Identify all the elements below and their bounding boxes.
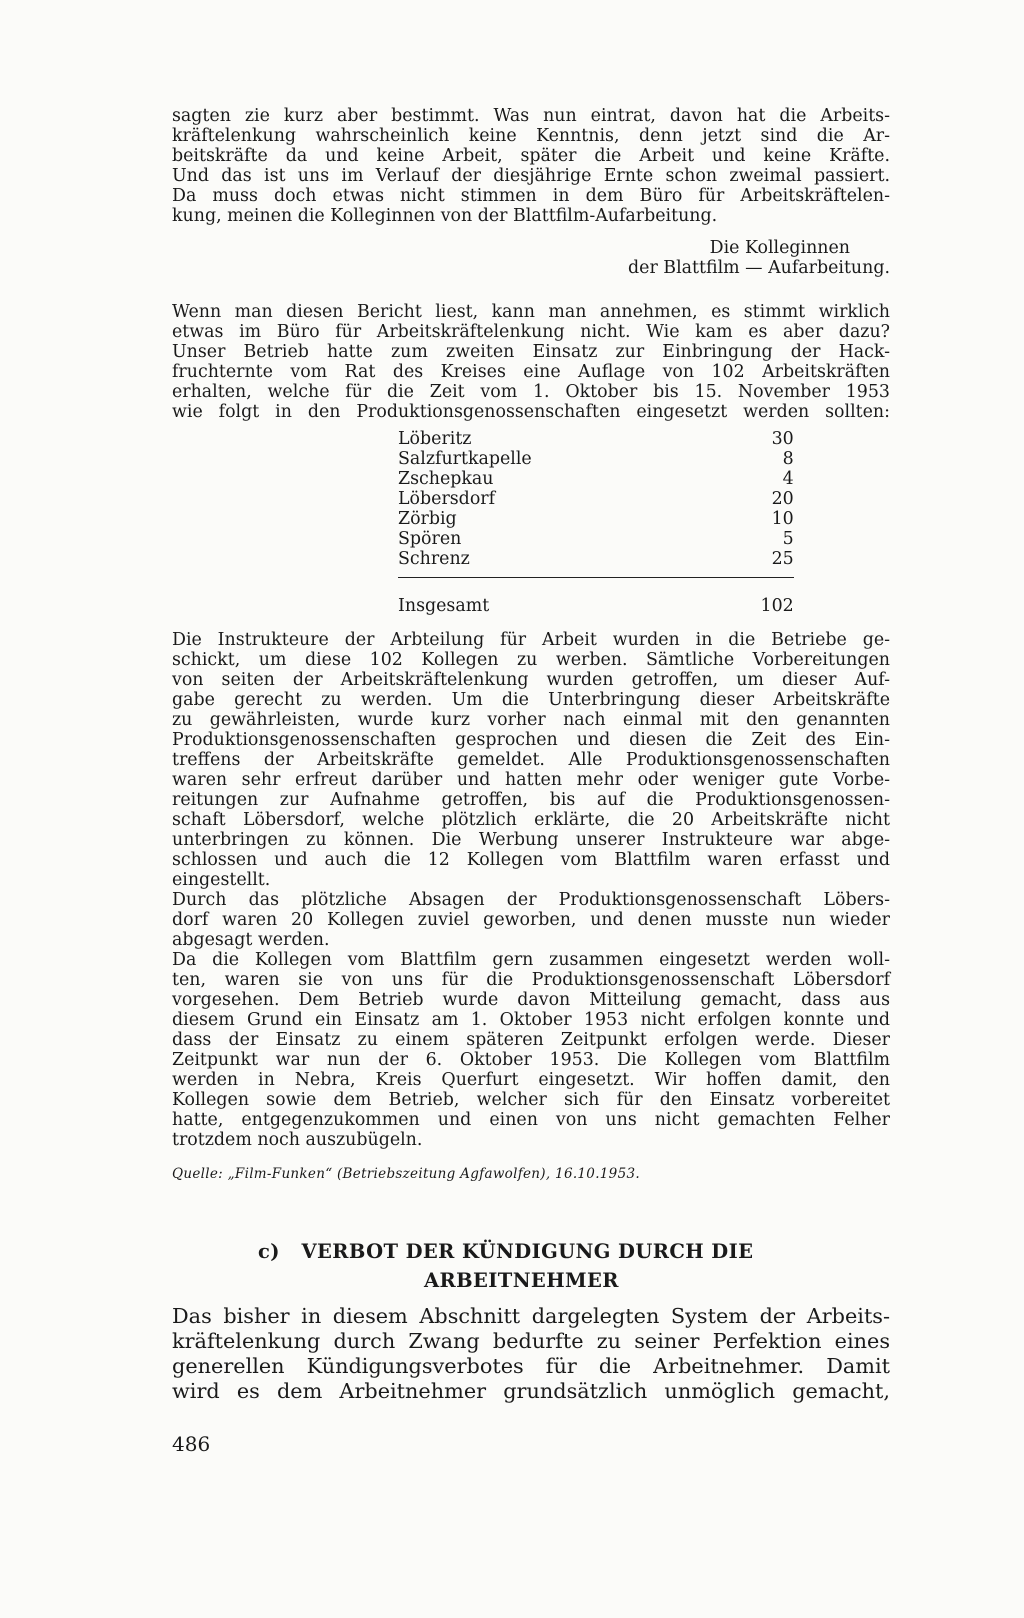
place-name: Löberitz: [398, 429, 472, 449]
worker-count: 25: [771, 549, 794, 569]
table-row: [398, 529, 794, 549]
page-number: 486: [172, 1432, 211, 1456]
table-row: [398, 489, 794, 509]
text-line: Und das ist uns im Verlauf der diesjährige Ernte schon zweimal passiert.: [172, 166, 890, 186]
text-line: werden in Nebra, Kreis Querfurt eingesetzt. Wir hoffen damit, den: [172, 1070, 890, 1090]
signature-line: der Blattfilm — Aufarbeitung.: [628, 258, 890, 278]
body-paragraph: [172, 630, 890, 1150]
total-label: Insgesamt: [398, 578, 532, 617]
text-line: Die Instrukteure der Arbteilung für Arbeit wurden in die Betriebe ge-: [172, 630, 890, 650]
worker-count: 20: [771, 489, 794, 509]
worker-count: 8: [782, 449, 794, 469]
worker-count: 5: [782, 529, 794, 549]
text-line: zu gewährleisten, wurde kurz vorher nach einmal mit den genannten: [172, 710, 890, 730]
text-line: hatte, entgegenzukommen und einen von uns nicht gemachten Felher: [172, 1110, 890, 1130]
signature: [172, 238, 890, 278]
text-line: vorgesehen. Dem Betrieb wurde davon Mitteilung gemacht, dass aus: [172, 990, 890, 1010]
text-line: fruchternte vom Rat des Kreises eine Auflage von 102 Arbeitskräften: [172, 362, 890, 382]
text-line: beitskräfte da und keine Arbeit, später die Arbeit und keine Kräfte.: [172, 146, 890, 166]
table-row: [398, 469, 794, 489]
text-line: sagten zie kurz aber bestimmt. Was nun eintrat, davon hat die Arbeits-: [172, 106, 890, 126]
text-line: treffens der Arbeitskräfte gemeldet. Alle Produktionsgenossenschaften: [172, 750, 890, 770]
intro-paragraph: [172, 106, 890, 226]
worker-count: 10: [771, 509, 794, 529]
signature-line: Die Kolleginnen: [709, 238, 850, 258]
text-line: ten, waren sie von uns für die Produktionsgenossenschaft Löbersdorf: [172, 970, 890, 990]
place-name: Schrenz: [398, 549, 470, 569]
text-line: kräftelenkung durch Zwang bedurfte zu seiner Perfektion eines: [172, 1329, 890, 1353]
text-line: trotzdem noch auszubügeln.: [172, 1130, 423, 1150]
text-line: diesem Grund ein Einsatz am 1. Oktober 1953 nicht erfolgen konnte und: [172, 1010, 890, 1030]
text-line: Durch das plötzliche Absagen der Produktionsgenossenschaft Löbers-: [172, 890, 890, 910]
place-name: Zörbig: [398, 509, 457, 529]
place-name: Salzfurtkapelle: [398, 449, 532, 469]
place-name: Spören: [398, 529, 462, 549]
text-line: etwas im Büro für Arbeitskräftelenkung nicht. Wie kam es aber dazu?: [172, 322, 890, 342]
text-line: schickt, um diese 102 Kollegen zu werben. Sämtliche Vorbereitungen: [172, 650, 890, 670]
text-line: Kollegen sowie dem Betrieb, welcher sich für den Einsatz vorbereitet: [172, 1090, 890, 1110]
text-line: dorf waren 20 Kollegen zuviel geworben, und denen musste nun wieder: [172, 910, 890, 930]
text-line: waren sehr erfreut darüber und hatten mehr oder weniger gute Vorbe-: [172, 770, 890, 790]
table-row: [398, 429, 794, 449]
report-paragraph: [172, 302, 890, 422]
total-count: 102: [532, 578, 794, 617]
place-name: Zschepkau: [398, 469, 494, 489]
text-line: Das bisher in diesem Abschnitt dargelegten System der Arbeits-: [172, 1304, 890, 1328]
allocation-table: [398, 429, 794, 616]
text-line: reitungen zur Aufnahme getroffen, bis auf die Produktionsgenossen-: [172, 790, 890, 810]
text-line: von seiten der Arbeitskräftelenkung wurden getroffen, um dieser Auf-: [172, 670, 890, 690]
section-marker: c): [258, 1240, 280, 1263]
section-title-line: VERBOT DER KÜNDIGUNG DURCH DIE: [301, 1240, 754, 1263]
text-line: dass der Einsatz zu einem späteren Zeitpunkt erfolgen werde. Dieser: [172, 1030, 890, 1050]
section-heading: [258, 1237, 858, 1295]
text-line: schaft Löbersdorf, welche plötzlich erklärte, die 20 Arbeitskräfte nicht: [172, 810, 890, 830]
text-line: generellen Kündigungsverbotes für die Arbeitnehmer. Damit: [172, 1354, 890, 1378]
place-name: Löbersdorf: [398, 489, 496, 509]
section-title-line: ARBEITNEHMER: [424, 1269, 619, 1292]
text-line: Da die Kollegen vom Blattfilm gern zusammen eingesetzt werden woll-: [172, 950, 890, 970]
total-row: [398, 578, 794, 617]
text-line: kung, meinen die Kolleginnen von der Blattfilm-Aufarbeitung.: [172, 206, 718, 226]
text-line: Zeitpunkt war nun der 6. Oktober 1953. Die Kollegen vom Blattfilm: [172, 1050, 890, 1070]
table-row: [398, 549, 794, 569]
text-line: eingestellt.: [172, 870, 271, 890]
text-line: gabe gerecht zu werden. Um die Unterbringung dieser Arbeitskräfte: [172, 690, 890, 710]
text-line: abgesagt werden.: [172, 930, 330, 950]
table-row: [398, 509, 794, 529]
text-line: schlossen und auch die 12 Kollegen vom Blattfilm waren erfasst und: [172, 850, 890, 870]
text-line: wie folgt in den Produktionsgenossenschaften eingesetzt werden sollten:: [172, 402, 890, 422]
table-separator: [398, 569, 794, 578]
text-line: erhalten, welche für die Zeit vom 1. Oktober bis 15. November 1953: [172, 382, 890, 402]
text-line: unterbringen zu können. Die Werbung unserer Instrukteure war abge-: [172, 830, 890, 850]
table-row: [398, 449, 794, 469]
source-citation: Quelle: „Film-Funken“ (Betriebszeitung Agfawolfen), 16.10.1953.: [172, 1166, 640, 1182]
section-paragraph: [172, 1304, 890, 1404]
worker-count: 30: [771, 429, 794, 449]
text-line: Unser Betrieb hatte zum zweiten Einsatz zur Einbringung der Hack-: [172, 342, 890, 362]
text-line: Wenn man diesen Bericht liest, kann man annehmen, es stimmt wirklich: [172, 302, 890, 322]
text-line: Da muss doch etwas nicht stimmen in dem Büro für Arbeitskräftelen-: [172, 186, 890, 206]
text-line: wird es dem Arbeitnehmer grundsätzlich unmöglich gemacht,: [172, 1379, 890, 1403]
text-line: Produktionsgenossenschaften gesprochen und diesen die Zeit des Ein-: [172, 730, 890, 750]
text-line: kräftelenkung wahrscheinlich keine Kenntnis, denn jetzt sind die Ar-: [172, 126, 890, 146]
worker-count: 4: [782, 469, 794, 489]
